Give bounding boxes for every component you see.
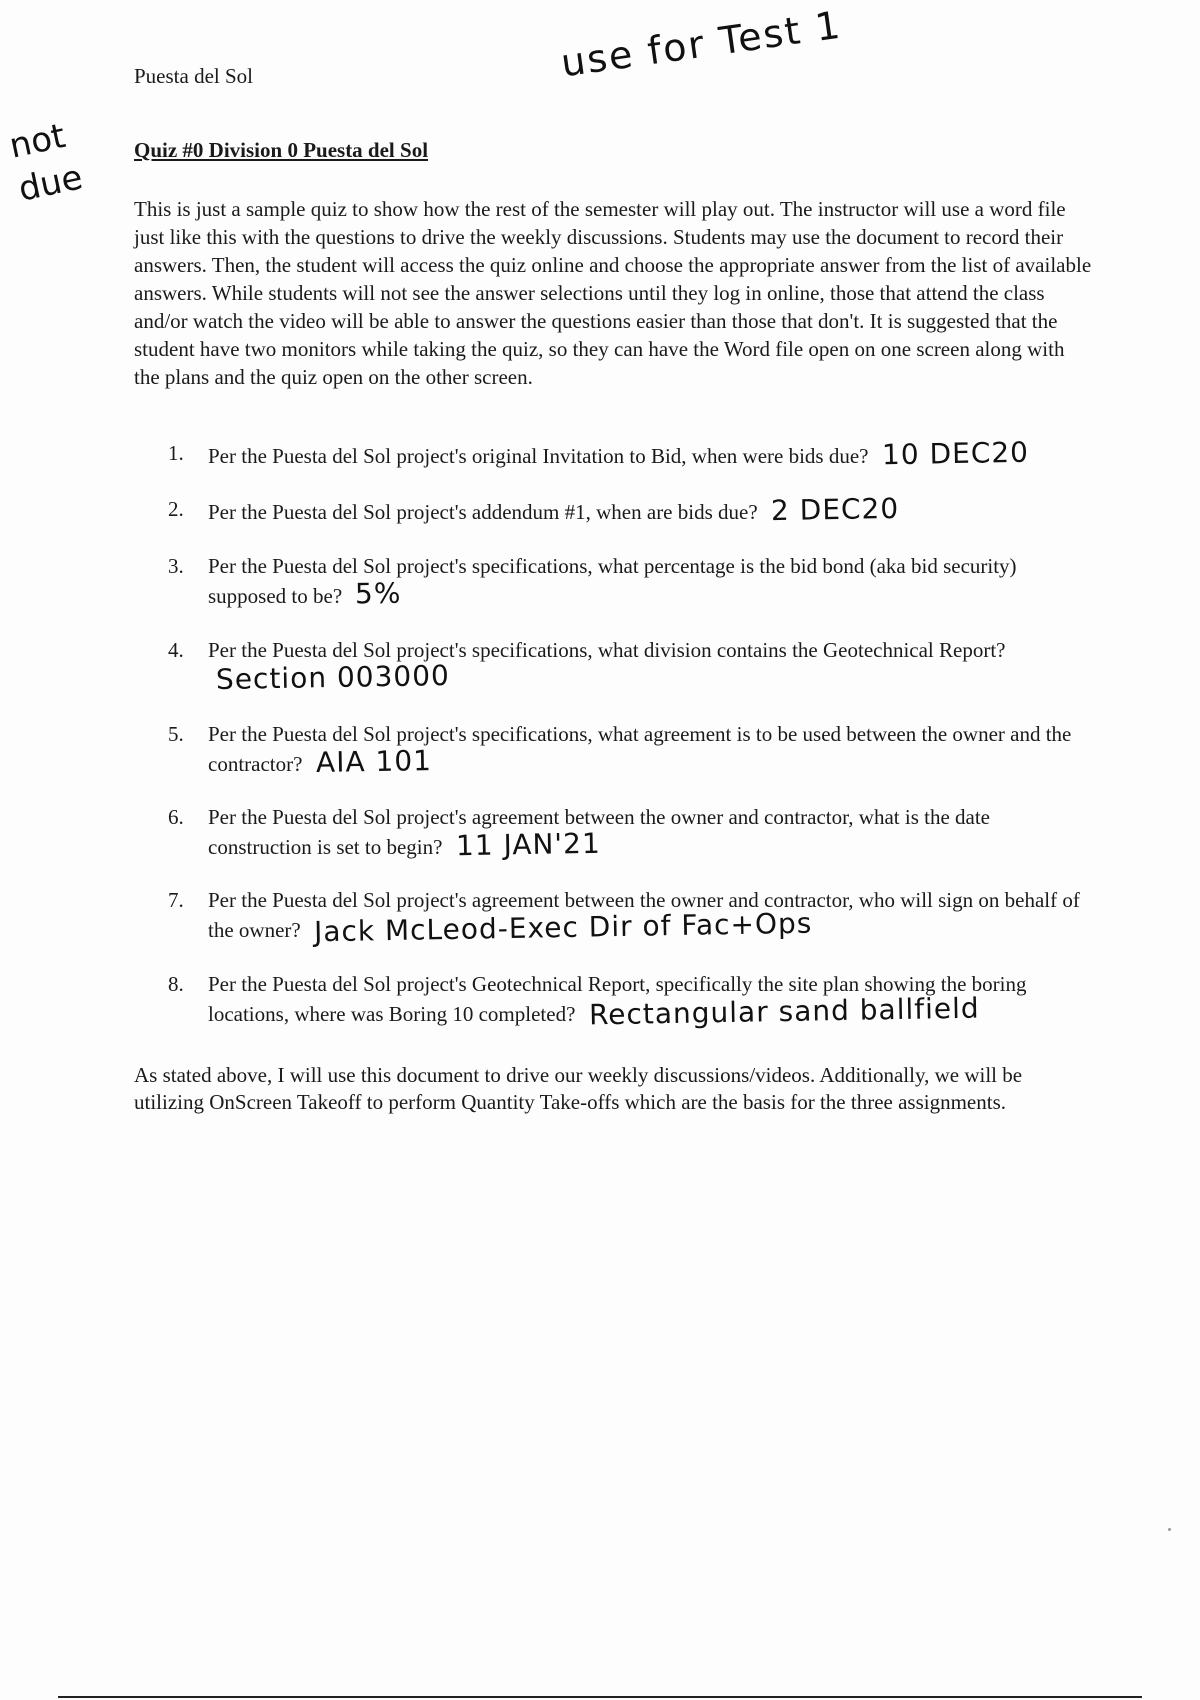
scan-speck [1168,1528,1171,1531]
handwritten-note-left [6,112,87,211]
closing-paragraph: As stated above, I will use this document to drive our weekly discussions/videos. Additionally, we will be utilizing OnScreen Takeoff to perform Quantity Take-offs which are the basis for the three assignments. [134,1063,1023,1114]
handwritten-answer: 2 DEC20 [770,491,900,528]
question-text: Per the Puesta del Sol project's Geotechnical Report, specifically the site plan showing the boring locations, where was Boring 10 completed? [208,972,1027,1026]
question-text: Per the Puesta del Sol project's specifications, what agreement is to be used between the owner and the contractor? [208,722,1072,776]
question-text: Per the Puesta del Sol project's agreement between the owner and contractor, what is the date construction is set to begin? [208,805,991,859]
question-body [208,637,1088,697]
question-body [208,491,1088,528]
question-text: Per the Puesta del Sol project's addendum #1, when are bids due? [208,500,758,524]
question-number: 5. [168,722,184,746]
question-item [168,637,1108,697]
page-header-title: Puesta del Sol [134,64,253,88]
quiz-heading: Quiz #0 Division 0 Puesta del Sol [134,138,429,162]
question-body [208,971,1088,1032]
handwritten-answer: Section 003000 [215,658,451,697]
question-item [168,553,1108,610]
question-text: Per the Puesta del Sol project's agreement between the owner and contractor, who will sign on behalf of the owner? [208,888,1080,942]
question-body [208,553,1088,610]
question-number: 4. [168,638,184,662]
quiz-intro-paragraph: This is just a sample quiz to show how the rest of the semester will play out. The instructor will use a word file just like this with the questions to drive the weekly discussions. Students may use the document to record their answers. Then, the student will access the quiz online and choose the appropriate answer from the list of available answers. While students will not see the answer selections until they log in online, those that attend the class and/or watch the video will be able to answer the questions easier than those that don't. It is suggested that the student have two monitors while taking the quiz, so they can have the Word file open on one screen along with the plans and the quiz open on the other screen. [134,197,1092,389]
handwritten-note-left-line1: not [5,115,69,167]
question-item [168,804,1108,861]
question-item [168,971,1108,1032]
handwritten-answer: AIA 101 [315,743,432,780]
question-number: 8. [168,972,184,996]
question-body [208,804,1088,861]
question-number: 2. [168,497,184,521]
question-item [168,491,1108,528]
handwritten-note-left-line2: due [15,157,87,210]
question-text: Per the Puesta del Sol project's original Invitation to Bid, when were bids due? [208,444,869,468]
question-body [208,887,1088,949]
handwritten-answer: 5% [355,576,403,611]
handwritten-answer: Jack McLeod-Exec Dir of Fac+Ops [313,906,813,949]
question-body [208,435,1088,472]
question-item [168,721,1108,778]
question-item [168,435,1108,472]
question-number: 6. [168,805,184,829]
handwritten-answer: Rectangular sand ballfield [588,991,980,1032]
handwritten-note-top: use for Test 1 [558,2,845,86]
question-body [208,721,1088,778]
question-text: Per the Puesta del Sol project's specifications, what percentage is the bid bond (aka bid security) supposed to be? [208,554,1017,608]
question-text: Per the Puesta del Sol project's specifications, what division contains the Geotechnical Report? [208,638,1006,662]
handwritten-answer: 11 JAN'21 [455,826,601,863]
question-number: 7. [168,888,184,912]
question-number: 3. [168,554,184,578]
question-number: 1. [168,441,184,465]
handwritten-answer: 10 DEC20 [881,435,1029,472]
page-bottom-rule [58,1696,1142,1698]
question-item [168,887,1108,949]
